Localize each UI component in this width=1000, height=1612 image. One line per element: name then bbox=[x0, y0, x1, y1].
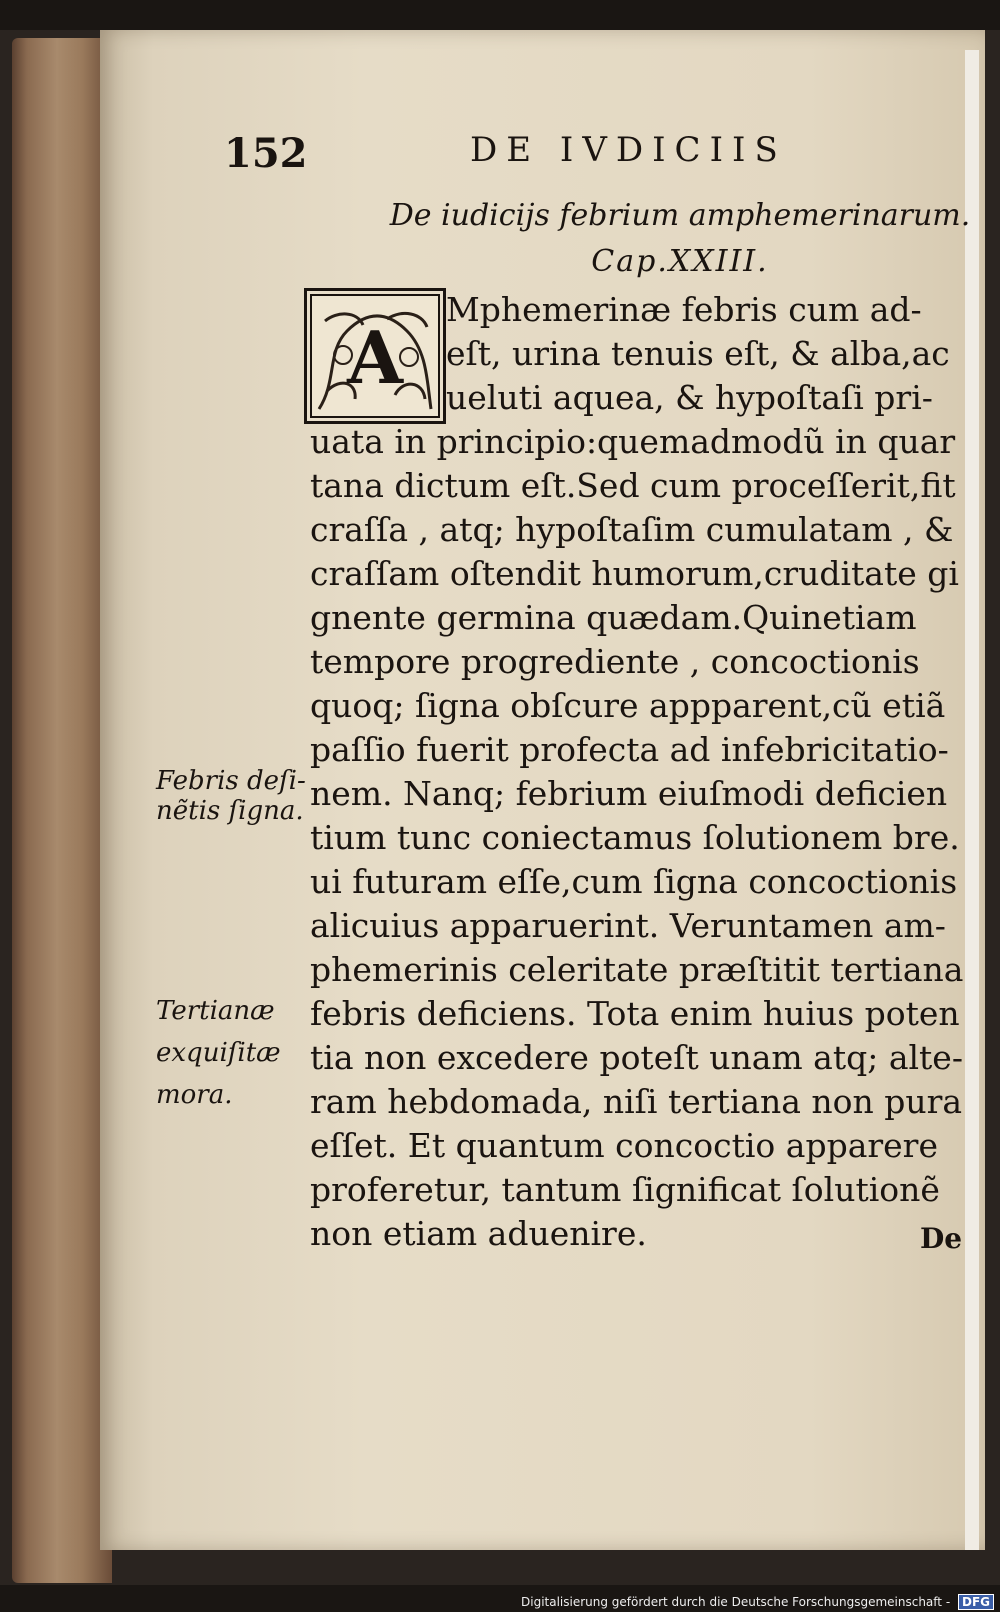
text-line: eſt, urina tenuis eſt, & alba,ac bbox=[446, 334, 950, 373]
text-line: ueluti aquea, & hypoſtaſi pri- bbox=[446, 378, 933, 417]
book-spread bbox=[0, 30, 1000, 1585]
running-head bbox=[100, 130, 985, 190]
text-line: proferetur, tantum ſignificat ſolutionẽ bbox=[310, 1170, 940, 1209]
text-line: ram hebdomada, niſi tertiana non pura bbox=[310, 1082, 963, 1121]
decorated-initial bbox=[304, 288, 446, 424]
page-number: 152 bbox=[224, 130, 308, 177]
text-line: febris deficiens. Tota enim huius poten bbox=[310, 994, 960, 1033]
text-line: eſſet. Et quantum concoctio apparere bbox=[310, 1126, 938, 1165]
text-line: tana dictum eſt.Sed cum proceſſerit,fit bbox=[310, 466, 956, 505]
text-line: gnente germina quædam.Quinetiam bbox=[310, 598, 917, 637]
text-line: tia non excedere poteſt unam atq; alte- bbox=[310, 1038, 963, 1077]
text-line: alicuius apparuerint. Veruntamen am- bbox=[310, 906, 946, 945]
ornament-initial-icon bbox=[307, 291, 443, 421]
text-line: quoq; ſigna obſcure appparent,cũ etiã bbox=[310, 686, 946, 725]
text-line: tium tunc coniectamus ſolutionem bre. bbox=[310, 818, 960, 857]
text-line: paſſio fuerit profecta ad infebricitatio- bbox=[310, 730, 949, 769]
digitization-credit bbox=[521, 1594, 994, 1610]
text-line: non etiam aduenire. bbox=[310, 1214, 647, 1253]
text-line: tempore progrediente , concoctionis bbox=[310, 642, 920, 681]
text-line: uata in principio:quemadmodũ in quar bbox=[310, 422, 956, 461]
credit-text: Digitalisierung gefördert durch die Deutsche Forschungsgemeinschaft - bbox=[521, 1595, 951, 1609]
fore-edge bbox=[12, 38, 112, 1583]
dfg-logo: DFG bbox=[958, 1594, 994, 1610]
catchword: De bbox=[920, 1222, 963, 1255]
running-title: DE IVDICIIS bbox=[470, 130, 787, 170]
page bbox=[100, 30, 985, 1550]
text-line: Mphemerinæ febris cum ad- bbox=[446, 290, 922, 329]
svg-text:A: A bbox=[347, 315, 403, 400]
text-line: nem. Nanq; febrium eiuſmodi deficien bbox=[310, 774, 948, 813]
chapter-title: De iudicijs febrium amphemerinarum. bbox=[389, 198, 971, 233]
text-line: craſſa , atq; hypoſtaſim cumulatam , & bbox=[310, 510, 954, 549]
text-line: ui futuram eſſe,cum ſigna concoctionis bbox=[310, 862, 958, 901]
marginal-note: Febris deſi- nẽtis ſigna. bbox=[156, 766, 306, 826]
text-line: phemerinis celeritate præſtitit tertiana bbox=[310, 950, 964, 989]
chapter-number: Cap.XXIII. bbox=[591, 244, 769, 279]
text-line: craſſam oſtendit humorum,cruditate gi bbox=[310, 554, 959, 593]
marginal-note: Tertianæ exquiſitæ mora. bbox=[156, 996, 281, 1110]
